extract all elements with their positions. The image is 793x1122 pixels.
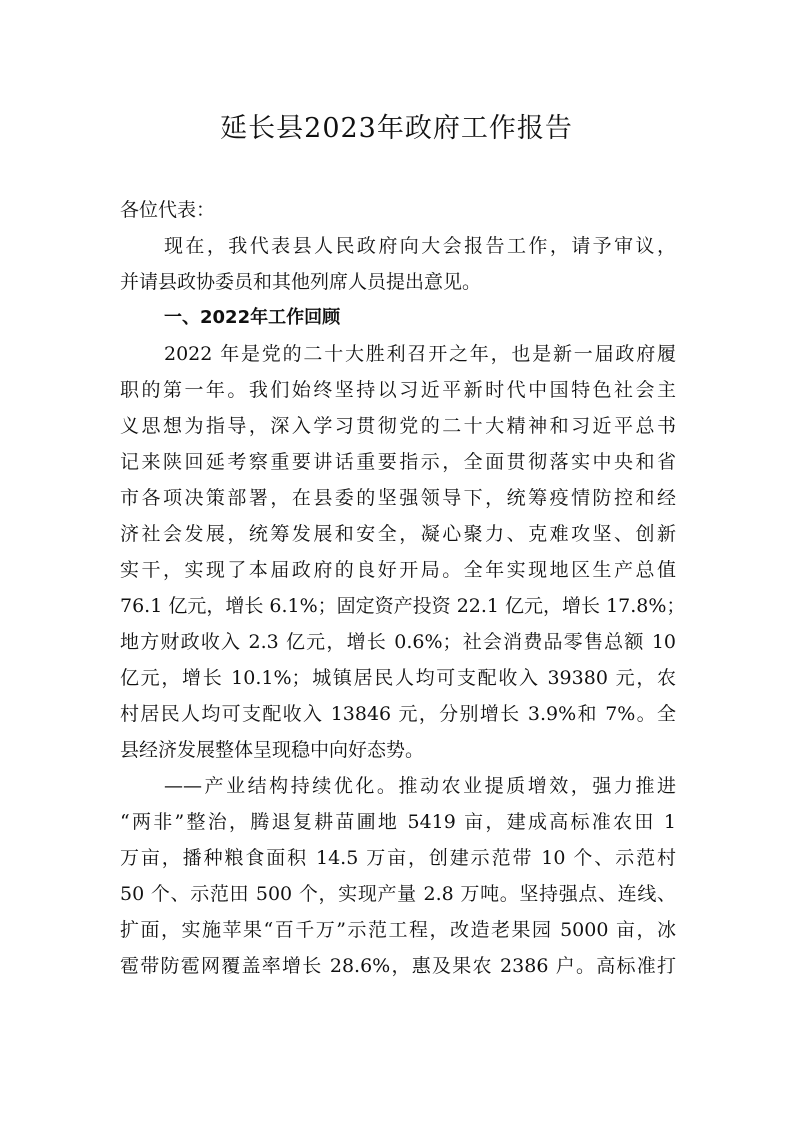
text-line: 并请县政协委员和其他列席人员提出意见。 bbox=[120, 271, 482, 293]
text-line: 50 个、示范田 500 个，实现产量 2.8 万吨。坚持强点、连线、 bbox=[120, 883, 676, 905]
paragraph-industry bbox=[120, 768, 676, 984]
text-line: 义思想为指导，深入学习贯彻党的二十大精神和习近平总书 bbox=[120, 415, 676, 437]
text-line: 亿元，增长 10.1%；城镇居民人均可支配收入 39380 元，农 bbox=[120, 667, 676, 689]
document-title: 延长县2023年政府工作报告 bbox=[220, 113, 573, 144]
section-heading: 一、2022年工作回顾 bbox=[164, 307, 341, 328]
text-line: 记来陕回延考察重要讲话重要指示，全面贯彻落实中央和省 bbox=[120, 451, 676, 473]
text-line: 76.1 亿元，增长 6.1%；固定资产投资 22.1 亿元，增长 17.8%； bbox=[120, 595, 686, 617]
text-line: 村居民人均可支配收入 13846 元，分别增长 3.9%和 7%。全 bbox=[120, 703, 676, 725]
text-line: 扩面，实施苹果“百千万”示范工程，改造老果园 5000 亩，冰 bbox=[120, 919, 676, 941]
text-line: 现在，我代表县人民政府向大会报告工作，请予审议， bbox=[164, 235, 676, 257]
intro-paragraph bbox=[120, 228, 676, 300]
text-line: ——产业结构持续优化。推动农业提质增效，强力推进 bbox=[164, 775, 676, 797]
text-line: 济社会发展，统筹发展和安全，凝心聚力、克难攻坚、创新 bbox=[120, 523, 676, 545]
text-line: 职的第一年。我们始终坚持以习近平新时代中国特色社会主 bbox=[120, 379, 676, 401]
document-body bbox=[120, 192, 686, 984]
text-line: 2022 年是党的二十大胜利召开之年，也是新一届政府履 bbox=[164, 343, 676, 365]
paragraph-review bbox=[120, 336, 686, 768]
text-line: 地方财政收入 2.3 亿元，增长 0.6%；社会消费品零售总额 10 bbox=[120, 631, 676, 653]
salutation: 各位代表： bbox=[120, 199, 216, 221]
text-line: 雹带防雹网覆盖率增长 28.6%，惠及果农 2386 户。高标准打 bbox=[120, 955, 676, 977]
text-line: 实干，实现了本届政府的良好开局。全年实现地区生产总值 bbox=[120, 559, 676, 581]
text-line: 万亩，播种粮食面积 14.5 万亩，创建示范带 10 个、示范村 bbox=[120, 847, 676, 869]
text-line: “两非”整治，腾退复耕苗圃地 5419 亩，建成高标准农田 1 bbox=[120, 811, 676, 833]
text-line: 市各项决策部署，在县委的坚强领导下，统筹疫情防控和经 bbox=[120, 487, 676, 509]
text-line: 县经济发展整体呈现稳中向好态势。 bbox=[120, 739, 425, 761]
